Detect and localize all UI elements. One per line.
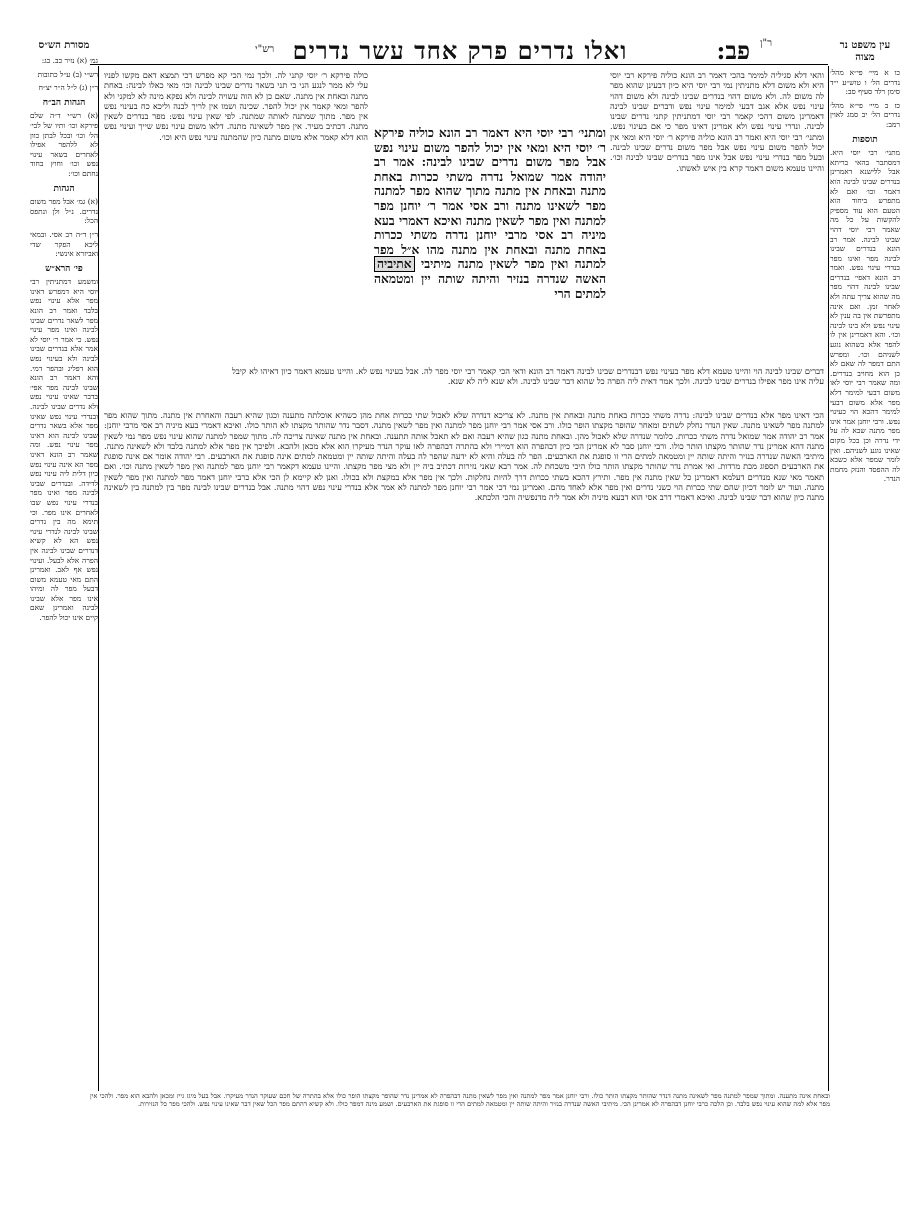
gemara-text (374, 126, 606, 360)
ran-label: ר"ן (759, 38, 772, 49)
right-margin (830, 40, 900, 1150)
gemara-boxed-word: אתיביה (374, 256, 415, 272)
ran-commentary-top: והאי דלא סגיליה למימר בהכי דאמר רב הונא כוליה פירקא רבי יוסי היא ולא משום דלא מתניתין נמי רבי יוסי היא כיון דבעינן שהוא מפר לה משום לה. ולא משום דהוי בנדרים שבינו לבינה ולא משום דהוי עינוי נפש אלא אגב דבעי למימר עינוי נפש ודברים שבינו לבינה דאמרינן משום דהכי קאמר רבי יוסי דמתניתין קתני נדרים שבינו לבינה. ונדרי עינוי נפש ולא אמרינן דאינו מפר כי אם בעינוי נפש. ומתני׳ רבי יוסי היא ואמר רב הונא כוליה פירקא ר׳ יוסי היא ומאי אין יכול להפר משום עינוי נפש אבל מפר משום נדרים שבינו לבינה. ובעל מפר בנדרי עינוי נפש אבל אינו מפר בנדרים שבינו לבינה וכו׳. והיינו טעמא משום דאמר קרא בין איש לאשתו. (610, 70, 824, 173)
daf-number: פב: (716, 36, 750, 65)
divider-left (98, 66, 99, 1091)
masoret-heading: מסורת הש״ס (38, 40, 90, 51)
masoret-entry: רש״י (ב) ע״ל כתובות (37, 69, 98, 79)
hagahot-bach-text: (א) רש״י ד״ה שלם פירקא וכו׳ ותיו של לבי׳ הל׳ וכו׳ ובכל לבתן כוון לא ללהפר אפילו לאחרים בשאר עינוי נפש וכו׳ וחוץ בחוד נחתם וכו׳: (30, 111, 98, 178)
left-margin (30, 40, 98, 1150)
rosh-heading: פי׳ הרא״ש (45, 263, 83, 274)
ran-commentary-under: דברים שבינו לבינה הוי והיינו טעמא דלא מפר בעינוי נפש דבנדרים שבינו לבינה דאמר רב הונא ודאי הכי קאמר רבי יוסי מפר לה. אבל בעינוי נפש לא. והיינו טעמא דאמר כיון דאיהו לא קיבל עליה אינו מפר אפילו בנדרים שבינו לבינה. ולכך אמר דאית ליה הפרה כל שהוא דבר שבינו לבינה. ולא שנא ליה לא שנא. (232, 366, 824, 387)
rashi-commentary-top: כולה פירקא ר׳ יוסי קתני לה. ולכך נמי הכי קא מפרש דכי תמצא דאם מקשו לפניו עלי לא ממר לנגע הני כי תני בשאר נדרים שבינו לבינה וכו׳ מאי כאלו לבינה: באחת מתנה ובאחת אין מתנה. שאם כן לא הוה עשויה לבינה ולא נפקא מינה לא למקני ולא להפר ומאי קאמר אין יכול להפר. שכינה ושמו אין לריך לבנה וליכא כח בעינוי נפש אין מפר. מתוך שמתנה לאותה שמתנה. לפי שאין עינוי נפש: מפר בנדרים לשאין מתנה. דכתיב מעיר. אין מפר לשאינה מתנה. דלאו משום עינוי נפש שייך ועינוי נפש הוא דלא קאמר אלא משום מתנה כיון שהמתנה עינוי נפש היא וכו׳. (104, 70, 368, 142)
gemara-part-2: האשה שנדרה בנזיר והיתה שותה יין ומטמאה למתים הרי (374, 271, 606, 301)
page-header (90, 36, 830, 64)
tosafot-text: מתני׳ רבי יוסי היא. דמסתבר בהאי בריתא אבל ללישנא דאמרינן בנדרים שבינו לבינה הוא דאמר וכו׳ ואם לא מתפרש ביחוד הוא הטעם הוא עוד מספיק להקשות על כל מה שאמר רבי יוסי דהוי שבינו לבינה. אמר רב הונא בנדרים שבינו לבינה מפר ואינו מפר בנדרי עינוי נפש. ואמר רב הונא דאפי׳ בנדרים שבינו לבינה דהוי מפר מה שהוא צריך עתה ולא לאחר זמן. ואם אינה מתפרשת אין בה ענין לא עינוי נפש ולא בינו לבינה וכו׳. והא דאמרינן אין לו להפר אלא כשהוא נוגע לשניהם וכו׳. ומפרש התם דמפר לה שאם לא כן הוא מחויב בנדרים. ומה שאמר רבי יוסי לאו משום דבעי למימר דלא מפר אלא משום דבעי למימר דהכא הוי כעינוי נפש. ורבי יוחנן אמר אינו מפר מתנה שבא לה על ידי נדרה וכן בכל מקום שאינו נוגע לשניהם. ואין לומר שמפר אלא כשבא לה ההפסד והנזק מחמת הנדר. (830, 148, 900, 484)
hagahot-text: (א) גמ׳ אבל מפר משום נדרים. נ״ל ולן ונתפס הכל: (30, 197, 98, 226)
gra-note: ר״ן ד״ה רב אסי. ובמאי ליכא הפקר שדי ואביזרא אינשי: (30, 229, 98, 259)
header-rule (90, 64, 828, 65)
hagahot-heading: הגהות (53, 183, 75, 194)
chapter-title: ואלו נדרים פרק אחד עשר נדרים (292, 36, 628, 65)
ein-mishpat-entry: כו א מיי׳ פי״א מהל׳ נדרים הל׳ ו טוש״ע י״ד סימן רלד סעיף סב: (830, 68, 900, 97)
tosafot-heading: תוספות (852, 134, 878, 145)
footer-notes: ובאחת אינה מתענה. ומתוך שמפר למתנה מפר לשאינה מתנה דנדר שהותר מקצתו הותר כולו. ורבי יוחנן אמר מפר למתנה ואין מפר לשאין מתנה דבהפרה לא אמרינן נדר שהופר מקצתו הופר כולו אלא בהתרה של חכם שעוקר הנדר מעיקרו. אבל בעל מיגז גייז ומכאן ולהבא הוא מפר. ולהכי אין מפר אלא למה שהוא עינוי נפש בלבד. וכן הלכה כרבי יוחנן דבהפרה לא אמרינן הכי. מיתיבי האשה שנדרה בנזיר והיתה שותה יין ומטמאה למתים הרי זו סופגת את הארבעים. ושמע מינה דמפר כולו. ולא קשיא דהתם מפר הכל שאין דבר שאינו עינוי נפש. ולהכי מפר כל הנזירות. (90, 1092, 830, 1109)
divider-right (828, 66, 829, 1091)
ein-mishpat-entry: כז ב מיי׳ פי״א מהל׳ נדרים הל׳ יב סמג לאוין רמב: (830, 100, 900, 129)
hagahot-bach-heading: הגהות הב״ח (42, 97, 86, 108)
masoret-entry: ר״ן (ג) ל״ל ה״ר יצ״ח (38, 83, 98, 93)
ein-mishpat-heading: עין משפט נר מצוה (839, 40, 891, 63)
rashi-label: רש"י (255, 44, 275, 55)
masoret-entry: גמ׳ (א) נזיר כב. כג: (41, 56, 98, 65)
rosh-text: ומשמע דמתניתין רבי יוסי היא דמפרש דאינו מפר אלא עינוי נפש בלבד ואמר רב הונא מפר לשאר נדרים שבינו לבינה ואינו מפר עינוי נפש. כי אמר ר׳ יוסי לא אמר אלא בנדרים שבינו לבינה ולא בעינוי נפש הוא דפליג ובהפר דמי. והא דאמר רב הונא שבינו לבינה מפר אפי׳ בדבר שאינו עינוי נפש ולא נדרים שבינו לבינה. ובנדרי עינוי נפש שאינו מפר אלא בשאר נדרים שבינו לבינה הוא דאינו מפר עינוי נפש. ומה שאמר רב הונא דאינו מפר הא אינה עינוי נפש כיון דלית ליה עינוי נפש לדידה. ובנדרים שבינו לבינה מפר ואינו מפר בנדרי עינוי נפש שבו לאחרים אינו מפר. וכי תימא מה בין נדרים שבינו לבינה לנדרי עינוי נפש הא לא קשיא דנדרים שבינו לבינה אין הפרה אלא לבעל. ועינוי נפש אף לאב. ואמרינן התם מאי טעמא משום דבעל מפר לה ומיהו אינו מפר אלא שבינו לבינה ואמרינן שאם קיים אינו יכול להפר. (30, 277, 98, 623)
gemara-part-1: ומתני׳ רבי יוסי היא דאמר רב הונא כוליה פירקא ר׳ יוסי היא ומאי אין יכול להפר משום עינוי נפש אבל מפר משום נדרים שבינו לבינה: אמר רב יהודה אמר שמואל נדרה משתי ככרות באחת מתנה ובאחת אין מתנה מתוך שהוא מפר למתנה מפר לשאינו מתנה ורב אסי אמר ר׳ יוחנן מפר למתנה ואין מפר לשאין מתנה ואיכא דאמרי בעא מיניה רב אסי מרבי יוחנן נדרה משתי ככרות באחת מתנה ובאחת אין מתנה מהו א״ל מפר למתנה ואין מפר לשאין מתנה מיתיבי (374, 126, 606, 272)
ran-commentary-main: הכי דאינו מפר אלא בנדרים שבינו לבינה: נדרה משתי ככרות באחת מתנה ובאחת אין מתנה. לא צריכא דנדרה שלא לאכול שתי ככרות אחת מהן כשהיא אוכלתה מתענה וכגון שהיא רעבה והאחרת אין מתנה. מתוך שהוא מפר למתנה מפר לשאינו מתנה. שאין הנדר נחלק לשתים ומאחר שהופר מקצתו הופר כולו. ורב אסי אמר רבי יוחנן מפר למתנה ואין מפר לשאין מתנה. דסבר נדר שהותר מקצתו לא הותר כולו. ואיכא דאמרי בעא מיניה רב אסי מרבי יוחנן: אמר רב יהודה אמר שמואל נדרה משתי ככרות. כלומר שנדרה שלא לאכול מהן. ובאחת מתנה כגון שהיא רעבה ואם לא תאכל אותה תתענה. ובאחת אין מתנה שאינה צריכה לה. מתוך שמפר למתנה שהוא עינוי נפש מפר נמי לשאין מתנה דהא אמרינן נדר שהותר מקצתו הותר כולו. ורבי יוחנן סבר לא אמרינן הכי כיון דבהפרה הוא דמיירי ולא בהתרה דבהפרה לאו עוקר הנדר מעיקרו הוא אלא מכאן ולהבא. ולפיכך אין מפר אלא למתנה בלבד ולא לשאינה מתנה. מיתיבי האשה שנדרה בנזיר והיתה שותה יין ומטמאה למתים הרי זו סופגת את הארבעים. הפר לה בעלה והיא לא ידעה שהפר לה בעלה והיתה שותה יין ומטמאה למתים אינה סופגת את הארבעים. רבי יהודה אומר אם אינה סופגת את הארבעים תספוג מכת מרדות. ואי אמרת נדר שהותר מקצתו הותר כולו היכי משכחת לה. אמר רבא שאני נזירות דכתיב ביה יין ולא מצי מפר מקצתו. והיינו טעמא דקאמר רבי יוחנן מפר למתנה ואין מפר לשאין מתנה וכו׳. ואם תאמר מאי שנא מנדרים דעלמא דאמרינן כל שאין מתנה אין מפר. ותירץ דהכא בשתי ככרות דרך להיות נחלקות. ולכך אין מפר אלא במקצת ולא בכולו. ואנן לא קיימא לן הכי אלא כרבי יוחנן דאמר מפר למתנה ואין מפר לשאין מתנה. ועוד יש לומר דכיון שהם שתי ככרות הוי כשני נדרים ואין מפר אלא לאחד מהם. ואמרינן נמי דכי אמר רבי יוחנן מפר למתנה לא אמר אלא בנדרי עינוי נפש דהוי מתנה. אבל בנדרים שבינו לבינה מפר בין למתנה בין לשאינה מתנה כיון שהוא דבר שבינו לבינה. ואיכא דאמרי דרב אסי הוא דבעא מיניה ולא אמר ליה מדנפשיה והכי הלכתא. (104, 410, 824, 503)
